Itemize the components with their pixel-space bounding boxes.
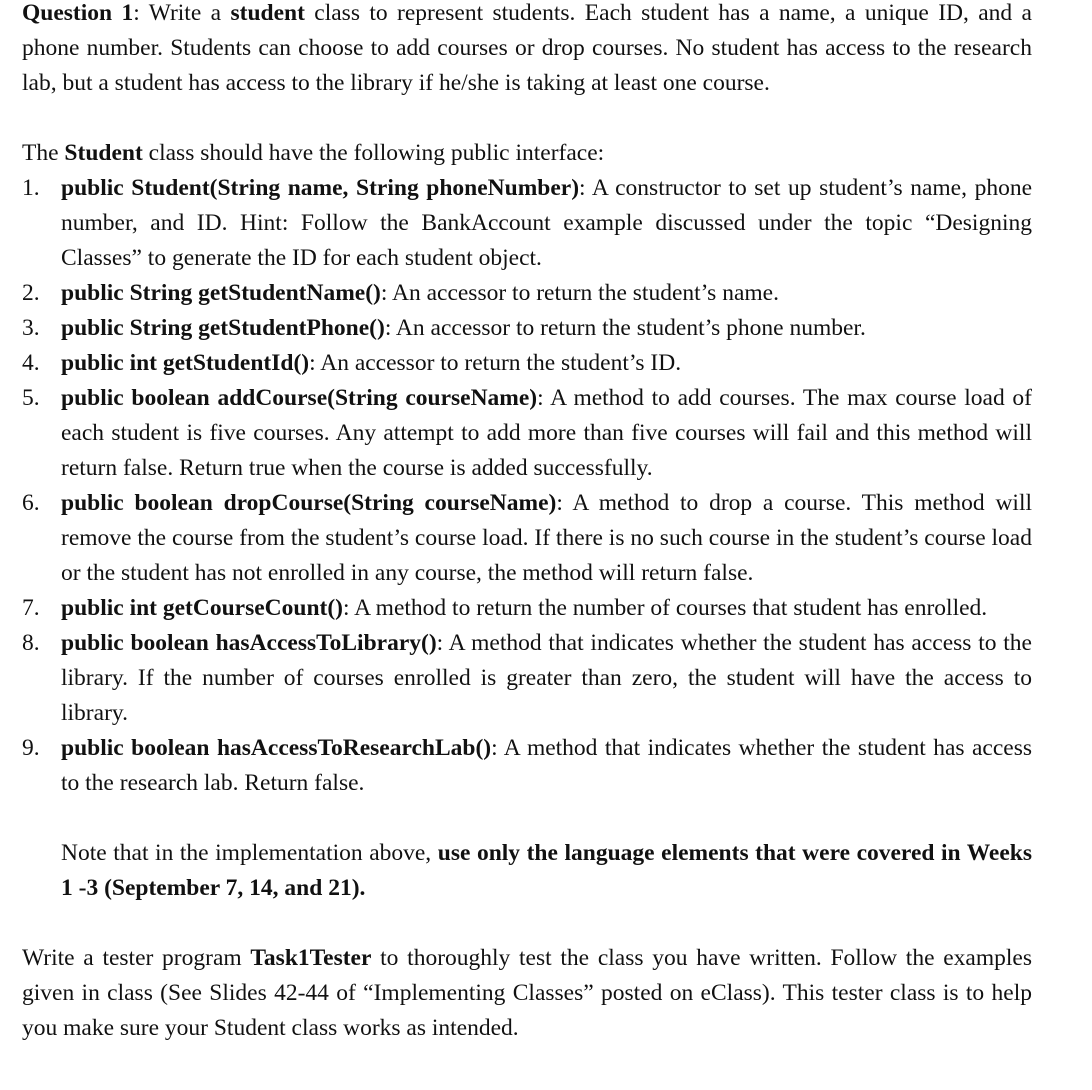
tester-post: to thoroughly test the class you have written. Follow the examples given in class (See Slides 42-44 of “Implementing Classes” posted on eClass). This tester class is to help you make sure your Student class works as intended. <box>22 945 1032 1041</box>
document <box>22 0 1032 1046</box>
method-item-1 <box>22 171 1032 276</box>
question-class-word: student <box>230 0 305 26</box>
interface-intro <box>22 136 1032 171</box>
note-pre: Note that in the implementation above, <box>61 840 438 866</box>
method-item-5 <box>22 381 1032 486</box>
item-number: 6. <box>22 490 40 516</box>
method-signature: public Student(String name, String phoneNumber) <box>61 175 580 201</box>
item-number: 1. <box>22 175 40 201</box>
method-item-8 <box>22 626 1032 731</box>
question-paragraph <box>22 0 1032 101</box>
question-text: class to represent students. Each student has a name, a unique ID, and a phone number. Students can choose to add courses or drop courses. No student has access to the research lab, but a student has access to the library if he/she is taking at least one course. <box>22 0 1032 96</box>
method-description: : A constructor to set up student’s name, phone number, and ID. Hint: Follow the BankAccount example discussed under the topic “Designing Classes” to generate the ID for each student object. <box>61 175 1032 271</box>
method-item-4 <box>22 346 1032 381</box>
method-item-7 <box>22 591 1032 626</box>
interface-class-name: Student <box>64 140 143 166</box>
item-number: 8. <box>22 630 40 656</box>
method-description: : An accessor to return the student’s phone number. <box>384 315 866 341</box>
method-signature: public int getStudentId() <box>61 350 310 376</box>
method-signature: public int getCourseCount() <box>61 595 344 621</box>
item-number: 9. <box>22 735 40 761</box>
item-number: 3. <box>22 315 40 341</box>
method-signature: public boolean addCourse(String courseName) <box>61 385 538 411</box>
method-item-2 <box>22 276 1032 311</box>
tester-paragraph <box>22 941 1032 1046</box>
method-item-6 <box>22 486 1032 591</box>
tester-name: Task1Tester <box>250 945 372 971</box>
tester-pre: Write a tester program <box>22 945 251 971</box>
method-signature: public String getStudentName() <box>61 280 381 306</box>
item-number: 2. <box>22 280 40 306</box>
question-sep: : Write a <box>133 0 231 26</box>
method-item-3 <box>22 311 1032 346</box>
method-description: : A method that indicates whether the student has access to the library. If the number of courses enrolled is greater than zero, the student will have the access to library. <box>61 630 1032 726</box>
method-description: : A method that indicates whether the student has access to the research lab. Return false. <box>61 735 1032 796</box>
method-signature: public boolean hasAccessToResearchLab() <box>61 735 492 761</box>
interface-post: class should have the following public interface: <box>142 140 605 166</box>
method-description: : A method to drop a course. This method will remove the course from the student’s course load. If there is no such course in the student’s course load or the student has not enrolled in any course, the method will return false. <box>61 490 1032 586</box>
method-signature: public boolean hasAccessToLibrary() <box>61 630 437 656</box>
note-paragraph <box>61 836 1032 906</box>
question-label: Question 1 <box>22 0 134 26</box>
method-signature: public boolean dropCourse(String courseName) <box>61 490 557 516</box>
method-description: : An accessor to return the student’s ID. <box>309 350 682 376</box>
method-description: : A method to add courses. The max course load of each student is five courses. Any attempt to add more than five courses will fail and this method will return false. Return true when the course is added successfully. <box>61 385 1032 481</box>
item-number: 7. <box>22 595 40 621</box>
item-number: 4. <box>22 350 40 376</box>
interface-pre: The <box>22 140 65 166</box>
method-list <box>22 171 1032 801</box>
method-signature: public String getStudentPhone() <box>61 315 385 341</box>
method-item-9 <box>22 731 1032 801</box>
method-description: : A method to return the number of courses that student has enrolled. <box>343 595 988 621</box>
item-number: 5. <box>22 385 40 411</box>
note-bold: use only the language elements that were covered in Weeks 1 -3 (September 7, 14, and 21). <box>61 840 1033 901</box>
method-description: : An accessor to return the student’s name. <box>380 280 779 306</box>
